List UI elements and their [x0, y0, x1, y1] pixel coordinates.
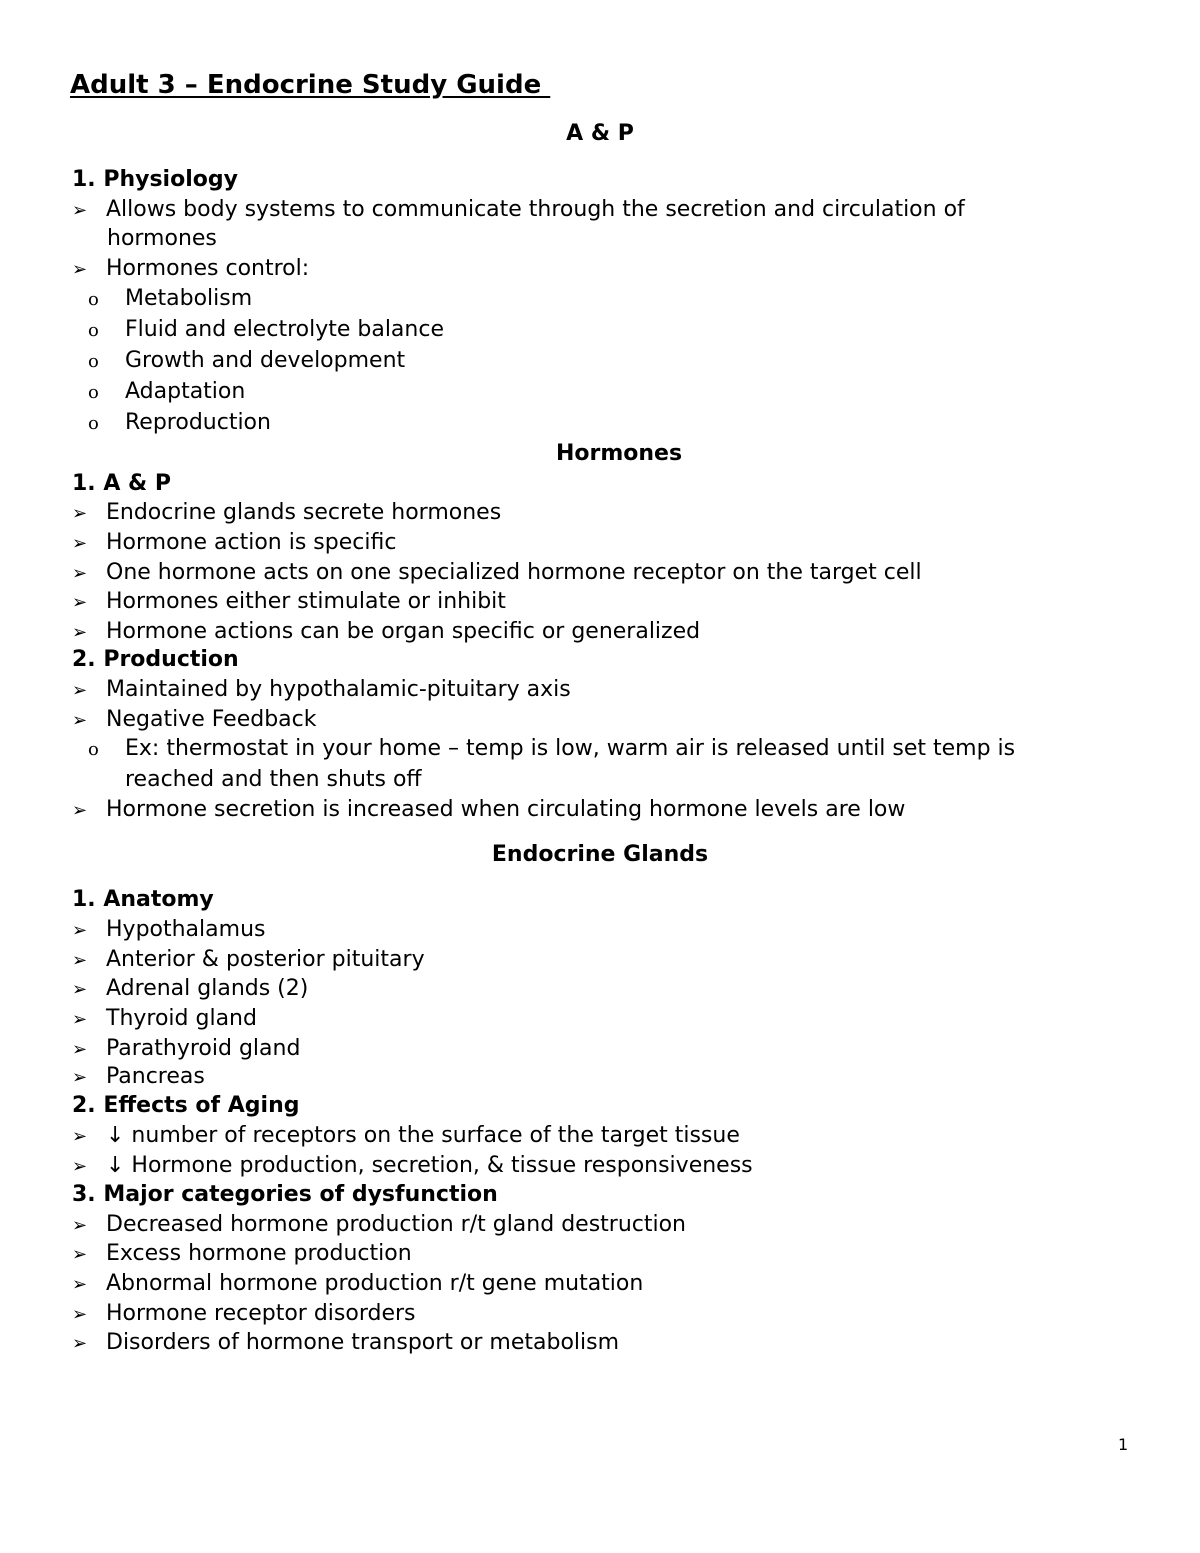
bullet-arrow-icon: ➢ — [72, 622, 88, 643]
bullet-arrow-icon: ➢ — [72, 200, 88, 221]
sub-bullet-item: o Adaptation — [88, 379, 246, 404]
sub-bullet-continuation: reached and then shuts off — [125, 767, 422, 792]
bullet-item: ➢ Abnormal hormone production r/t gene mutation — [72, 1271, 644, 1296]
sub-bullet-circle-icon: o — [88, 382, 99, 403]
section-heading-hormones: Hormones — [555, 441, 683, 466]
bullet-item: ➢ Decreased hormone production r/t gland destruction — [72, 1212, 687, 1237]
bullet-item: ➢ Anterior & posterior pituitary — [72, 947, 425, 972]
bullet-arrow-icon: ➢ — [72, 533, 88, 554]
sub-bullet-circle-icon: o — [88, 320, 99, 341]
bullet-arrow-icon: ➢ — [72, 1274, 88, 1295]
bullet-item: ➢ Hormones either stimulate or inhibit — [72, 589, 506, 614]
bullet-arrow-icon: ➢ — [72, 1009, 88, 1030]
bullet-arrow-icon: ➢ — [72, 592, 88, 613]
bullet-item: ➢ Pancreas — [72, 1064, 205, 1089]
bullet-item: ➢ Hormone actions can be organ specific or generalized — [72, 619, 701, 644]
sub-bullet-item: o Fluid and electrolyte balance — [88, 317, 444, 342]
bullet-item: ➢ One hormone acts on one specialized hormone receptor on the target cell — [72, 560, 922, 585]
bullet-arrow-icon: ➢ — [72, 1244, 88, 1265]
item-physiology-heading: 1. Physiology — [72, 167, 238, 192]
bullet-item: ➢ ↓ number of receptors on the surface of the target tissue — [72, 1123, 740, 1148]
bullet-item: ➢ Endocrine glands secrete hormones — [72, 500, 502, 525]
bullet-arrow-icon: ➢ — [72, 1156, 88, 1177]
bullet-arrow-icon: ➢ — [72, 710, 88, 731]
bullet-arrow-icon: ➢ — [72, 920, 88, 941]
item-production-heading: 2. Production — [72, 647, 239, 672]
item-major-categories-heading: 3. Major categories of dysfunction — [72, 1182, 498, 1207]
page-number: 1 — [1118, 1435, 1129, 1454]
bullet-arrow-icon: ➢ — [72, 1333, 88, 1354]
bullet-continuation: hormones — [107, 226, 217, 251]
sub-bullet-circle-icon: o — [88, 289, 99, 310]
bullet-arrow-icon: ➢ — [72, 259, 88, 280]
bullet-arrow-icon: ➢ — [72, 1304, 88, 1325]
bullet-item: ➢ ↓ Hormone production, secretion, & tissue responsiveness — [72, 1153, 753, 1178]
bullet-item: ➢ Hormone action is specific — [72, 530, 397, 555]
bullet-item: ➢ Thyroid gland — [72, 1006, 257, 1031]
bullet-item: ➢ Hypothalamus — [72, 917, 266, 942]
bullet-arrow-icon: ➢ — [72, 1126, 88, 1147]
sub-bullet-circle-icon: o — [88, 739, 99, 760]
section-heading-endocrine-glands: Endocrine Glands — [491, 842, 709, 867]
bullet-arrow-icon: ➢ — [72, 1039, 88, 1060]
bullet-arrow-icon: ➢ — [72, 800, 88, 821]
bullet-item: ➢ Negative Feedback — [72, 707, 317, 732]
bullet-item: ➢ Hormones control: — [72, 256, 310, 281]
section-heading-a-and-p: A & P — [566, 121, 634, 146]
bullet-arrow-icon: ➢ — [72, 979, 88, 1000]
bullet-item: ➢ Hormone receptor disorders — [72, 1301, 416, 1326]
bullet-arrow-icon: ➢ — [72, 950, 88, 971]
document-title: Adult 3 – Endocrine Study Guide — [70, 70, 551, 100]
bullet-arrow-icon: ➢ — [72, 680, 88, 701]
sub-bullet-item: o Reproduction — [88, 410, 271, 435]
bullet-item: ➢ Disorders of hormone transport or metabolism — [72, 1330, 620, 1355]
sub-bullet-item: o Metabolism — [88, 286, 253, 311]
item-anatomy-heading: 1. Anatomy — [72, 887, 214, 912]
sub-bullet-circle-icon: o — [88, 413, 99, 434]
bullet-arrow-icon: ➢ — [72, 503, 88, 524]
sub-bullet-circle-icon: o — [88, 351, 99, 372]
item-a-and-p-heading: 1. A & P — [72, 471, 171, 496]
bullet-arrow-icon: ➢ — [72, 1067, 88, 1088]
item-effects-of-aging-heading: 2. Effects of Aging — [72, 1093, 300, 1118]
bullet-item: ➢ Parathyroid gland — [72, 1036, 301, 1061]
bullet-item: ➢ Adrenal glands (2) — [72, 976, 309, 1001]
sub-bullet-item: o Growth and development — [88, 348, 406, 373]
bullet-arrow-icon: ➢ — [72, 1215, 88, 1236]
sub-bullet-item: o Ex: thermostat in your home – temp is low, warm air is released until set temp is — [88, 736, 1016, 761]
bullet-item: ➢ Hormone secretion is increased when circulating hormone levels are low — [72, 797, 906, 822]
bullet-item: ➢ Allows body systems to communicate through the secretion and circulation of — [72, 197, 965, 222]
bullet-item: ➢ Maintained by hypothalamic-pituitary axis — [72, 677, 571, 702]
bullet-arrow-icon: ➢ — [72, 563, 88, 584]
bullet-item: ➢ Excess hormone production — [72, 1241, 412, 1266]
